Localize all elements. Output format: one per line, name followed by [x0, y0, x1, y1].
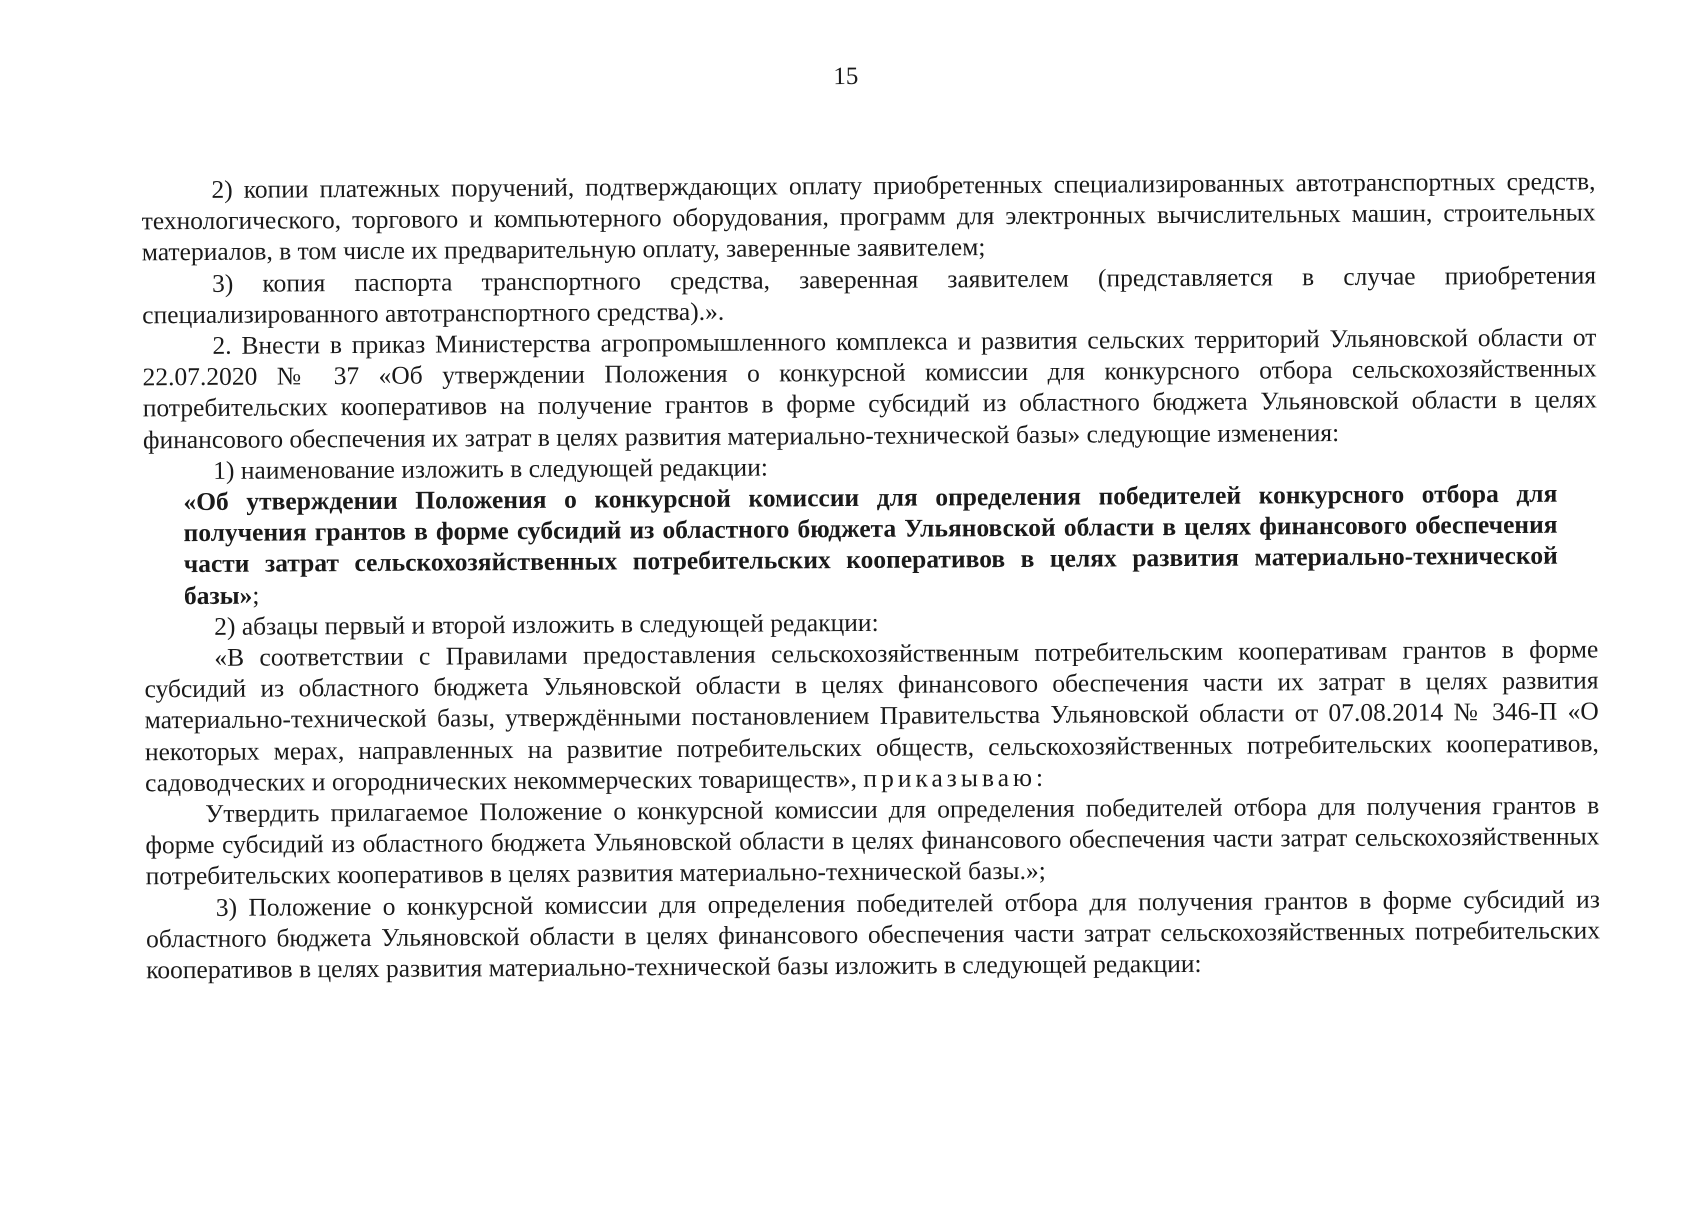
paragraph-payment-orders: 2) копии платежных поручений, подтверждающих оплату приобретенных специализированных автотранспортных средств, технологического, торгового и компьютерного оборудования, программ для электронных вычислительных машин, строительных материалов, в том числе их предварительную оплату, заверенные заявителем;	[141, 166, 1596, 267]
paragraph-amend-order: 2. Внести в приказ Министерства агропромышленного комплекса и развития сельских территорий Ульяновской области от 22.07.2020 № 37 «Об утверждении Положения о конкурсной комиссии для конкурсного отбора сельскохозяйственных потребительских кооперативов на получение грантов в форме субсидий из областного бюджета Ульяновской области в целях финансового обеспечения их затрат в целях развития материально-технической базы» следующие изменения:	[142, 322, 1597, 454]
paragraph-vehicle-passport: 3) копия паспорта транспортного средства, заверенная заявителем (представляется в случае приобретения специализированного автотранспортного средства).».	[142, 260, 1597, 330]
paragraph-rules-quote	[144, 633, 1599, 798]
document-body	[141, 165, 1600, 985]
rules-quote-text: «В соответствии с Правилами предоставления сельскохозяйственным потребительским кооперативам грантов в форме субсидий из областного бюджета Ульяновской области в целях финансового обеспечения части их затрат в целях развития материально-технической базы, утверждёнными постановлением Правительства Ульяновской области от 07.08.2014 № 346-П «О некоторых мерах, направленных на развитие потребительских обществ, сельскохозяйственных потребительских кооперативов, садоводческих и огороднических некоммерческих товариществ»,	[144, 634, 1599, 798]
paragraph-title-change: 1) наименование изложить в следующей редакции:	[213, 452, 768, 485]
paragraph-approve: Утвердить прилагаемое Положение о конкурсной комиссии для определения победителей отбора для получения грантов в форме субсидий из областного бюджета Ульяновской области в целях финансового обеспечения части затрат сельскохозяйственных потребительских кооперативов в целях развития материально-технической базы.»;	[145, 790, 1600, 891]
order-word: приказываю:	[863, 762, 1048, 793]
paragraph-regulation-new: 3) Положение о конкурсной комиссии для определения победителей отбора для получения грантов в форме субсидий из областного бюджета Ульяновской области в целях финансового обеспечения части затрат сельскохозяйственных потребительских кооперативов в целях развития материально-технической базы изложить в следующей редакции:	[145, 884, 1601, 985]
page-number: 15	[833, 62, 859, 91]
new-title-text: «Об утверждении Положения о конкурсной комиссии для определения победителей конкурсного отбора для получения грантов в форме субсидий из областного бюджета Ульяновской области в целях финансового обеспечения части затрат сельскохозяйственных потребительских кооперативов в целях развития материально-технической базы»	[183, 478, 1558, 610]
new-title-tail: ;	[252, 580, 260, 610]
paragraph-first-second: 2) абзацы первый и второй изложить в следующей редакции:	[214, 607, 879, 641]
new-title-block	[143, 477, 1598, 611]
